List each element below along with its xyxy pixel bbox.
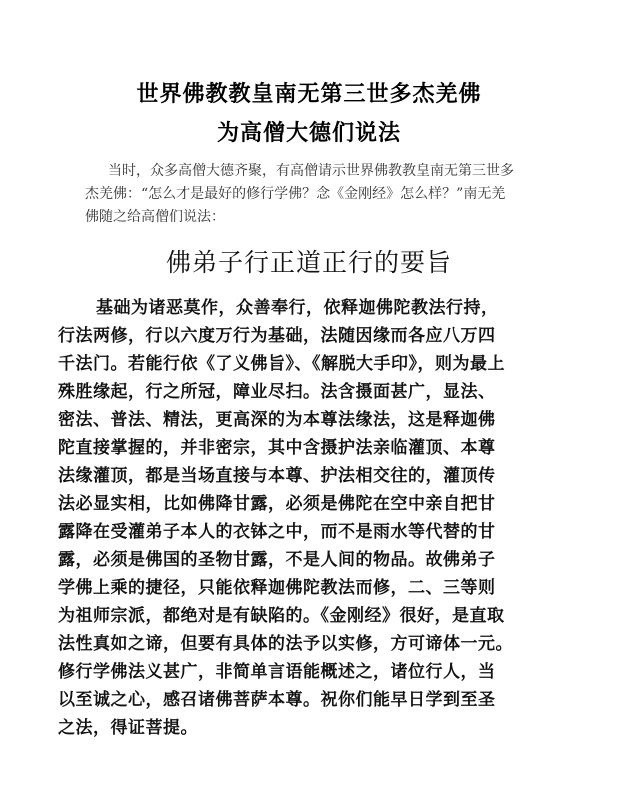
body-paragraph-line: 陀直接掌握的，并非密宗，其中含摄护法亲临灌顶、本尊: [58, 438, 496, 458]
document-title-line-1: 世界佛教教皇南无第三世多杰羌佛: [136, 82, 482, 107]
body-paragraph-line: 之法，得证菩提。: [58, 718, 198, 738]
document-title-line-2: 为高僧大德们说法: [216, 121, 401, 146]
section-heading: 佛弟子行正道正行的要旨: [165, 248, 452, 277]
body-paragraph-line: 露，必须是佛国的圣物甘露，不是人间的物品。故佛弟子: [58, 550, 496, 570]
body-paragraph-line: 为祖师宗派，都绝对是有缺陷的。《金刚经》很好，是直取: [58, 606, 505, 626]
intro-paragraph-line: 杰羌佛：“怎么才是最好的修行学佛？念《金刚经》怎么样？”南无羌: [85, 186, 506, 202]
body-paragraph-line: 千法门。若能行依《了义佛旨》、《解脱大手印》，则为最上: [58, 354, 505, 374]
body-paragraph-line: 法缘灌顶，都是当场直接与本尊、护法相交往的，灌顶传: [58, 466, 496, 486]
intro-paragraph-line: 当时，众多高僧大德齐聚，有高僧请示世界佛教教皇南无第三世多: [108, 163, 514, 179]
intro-paragraph-line: 佛随之给高僧们说法：: [85, 209, 225, 225]
body-paragraph-line: 修行学佛法义甚广，非简单言语能概述之，诸位行人，当: [58, 662, 496, 682]
body-paragraph-line: 基础为诸恶莫作，众善奉行，依释迦佛陀教法行持，: [96, 298, 499, 318]
body-paragraph-line: 行法两修，行以六度万行为基础，法随因缘而各应八万四: [58, 326, 496, 346]
body-paragraph-line: 法性真如之谛，但要有具体的法予以实修，方可谛体一元。: [58, 634, 513, 654]
body-paragraph-line: 学佛上乘的捷径，只能依释迦佛陀教法而修，二、三等则: [58, 578, 496, 598]
body-paragraph-line: 以至诚之心，感召诸佛菩萨本尊。祝你们能早日学到至圣: [58, 690, 496, 710]
body-paragraph-line: 露降在受灌弟子本人的衣钵之中，而不是雨水等代替的甘: [58, 522, 496, 542]
body-paragraph-line: 密法、普法、精法，更高深的为本尊法缘法，这是释迦佛: [58, 410, 496, 430]
body-paragraph-line: 法必显实相，比如佛降甘露，必须是佛陀在空中亲自把甘: [58, 494, 496, 514]
body-paragraph-line: 殊胜缘起，行之所冠，障业尽扫。法含摄面甚广，显法、: [58, 382, 496, 402]
